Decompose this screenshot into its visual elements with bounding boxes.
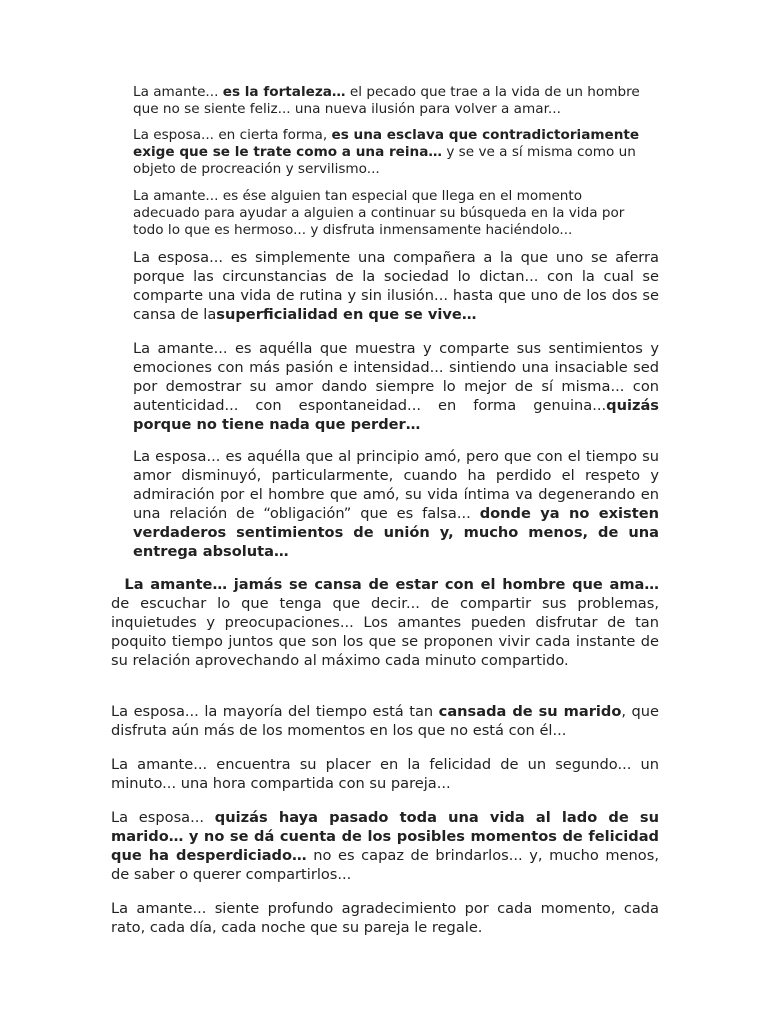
- paragraph-text: La amante... encuentra su placer en la felicidad de un segundo... un minuto... una hora compartida con su pareja...: [111, 756, 659, 792]
- paragraph-text: La amante... es ése alguien tan especial que llega en el momento adecuado para ayudar a alguien a continuar su búsqueda en la vida por todo lo que es hermoso... y disfruta inmensamente haciéndolo...: [133, 188, 625, 238]
- paragraph-text: y se ve a sí misma como un objeto de procreación y servilismo...: [133, 144, 636, 177]
- paragraph-text: La esposa... es aquélla que al principio amó, pero que con el tiempo su amor disminuyó, particularmente, cuando ha perdido el respeto y admiración por el hombre que amó, su vida íntima va degenerando en una relación de “obligación” que es falsa...: [133, 448, 659, 522]
- paragraph-bold-text: La amante… jamás se cansa de estar con el hombre que ama…: [111, 576, 659, 593]
- paragraph-bold-text: superficialidad en que se vive…: [216, 306, 477, 323]
- paragraph-bold-text: quizás haya pasado toda una vida al lado de su marido… y no se dá cuenta de los posibles momentos de felicidad que ha desperdiciado…: [111, 809, 659, 864]
- paragraph-amante-1: [133, 84, 653, 118]
- paragraph-text: La esposa...: [111, 809, 215, 826]
- paragraph-text: La esposa... en cierta forma,: [133, 127, 332, 143]
- paragraph-text: La esposa... es simplemente una compañera a la que uno se aferra porque las circunstancias de la sociedad lo dictan... con la cual se comparte una vida de rutina y sin ilusión... hasta que uno de los dos se cansa de la: [133, 249, 659, 323]
- paragraph-bold-text: quizás porque no tiene nada que perder…: [133, 397, 659, 433]
- paragraph-text: el pecado que trae a la vida de un hombre que no se siente feliz... una nueva ilusión para volver a amar...: [133, 84, 640, 117]
- paragraph-amante-3: [133, 339, 659, 434]
- paragraph-bold-text: es la fortaleza…: [222, 84, 346, 100]
- paragraph-text: La amante... es aquélla que muestra y comparte sus sentimientos y emociones con más pasión e intensidad... sintiendo una insaciable sed por demostrar su amor dando siempre lo mejor de sí misma... con autenticidad... con espontaneidad... en forma genuina...: [133, 340, 659, 414]
- paragraph-text: , que disfruta aún más de los momentos en los que no está con él...: [111, 703, 660, 739]
- paragraph-esposa-2: [133, 248, 659, 324]
- paragraph-esposa-5: [111, 808, 659, 884]
- paragraph-amante-5: [111, 755, 659, 793]
- paragraph-amante-6: [111, 899, 659, 937]
- paragraph-amante-4: [111, 575, 659, 670]
- paragraph-text: de escuchar lo que tenga que decir... de compartir sus problemas, inquietudes y preocupaciones... Los amantes pueden disfrutar de tan poquito tiempo juntos que son los que se proponen vivir cada instante de su relación aprovechando al máximo cada minuto compartido.: [111, 595, 659, 669]
- paragraph-bold-text: es una esclava que contradictoriamente exige que se le trate como a una reina…: [133, 127, 640, 160]
- paragraph-esposa-1: [133, 127, 668, 178]
- paragraph-bold-text: donde ya no existen verdaderos sentimientos de unión y, mucho menos, de una entrega absoluta…: [133, 505, 659, 560]
- paragraph-esposa-3: [133, 447, 659, 561]
- paragraph-text: no es capaz de brindarlos... y, mucho menos, de saber o querer compartirlos...: [111, 847, 659, 883]
- paragraph-bold-text: cansada de su marido: [438, 703, 622, 720]
- paragraph-esposa-4: [111, 702, 659, 740]
- paragraph-text: La amante... siente profundo agradecimiento por cada momento, cada rato, cada día, cada noche que su pareja le regale.: [111, 900, 659, 936]
- paragraph-amante-2: [133, 188, 653, 239]
- paragraph-text: La esposa... la mayoría del tiempo está tan: [111, 703, 439, 720]
- paragraph-text: La amante...: [133, 84, 223, 100]
